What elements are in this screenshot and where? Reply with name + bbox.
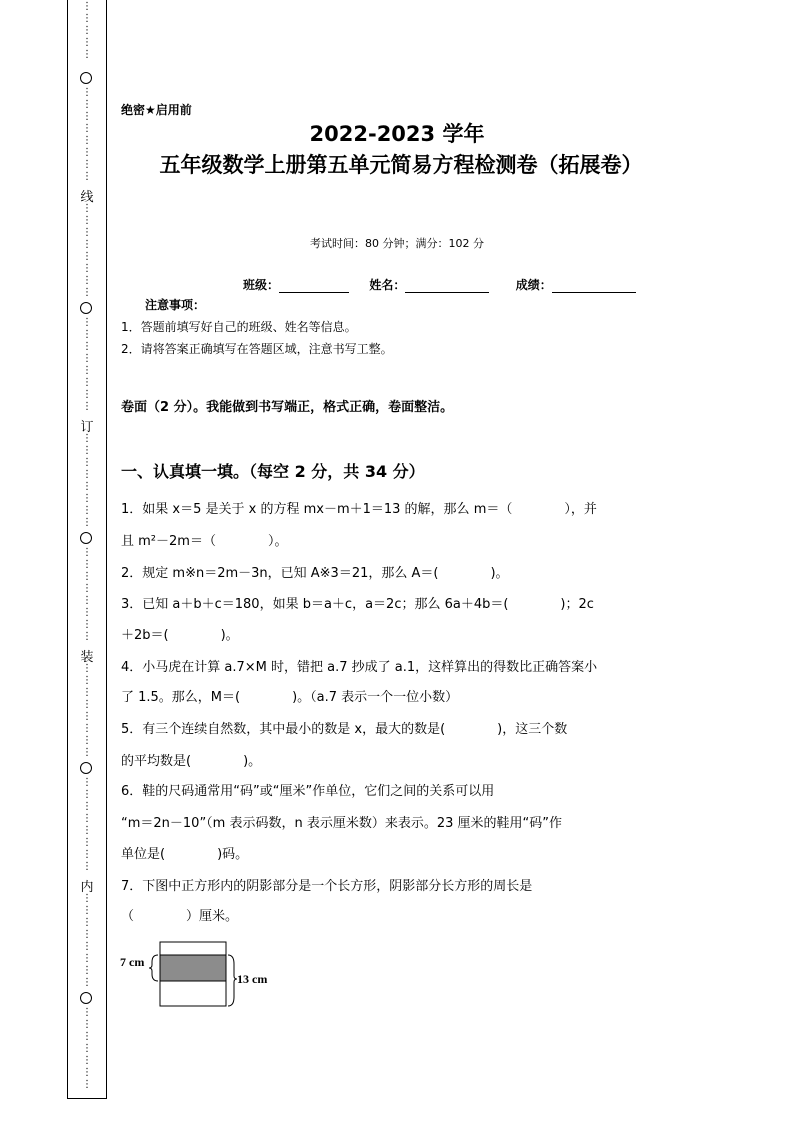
question-line: 的平均数是( )。 (121, 754, 262, 769)
question-line: “m＝2n－10”（m 表示码数，n 表示厘米数）来表示。23 厘米的鞋用“码”作 (121, 816, 562, 831)
shaded-rectangle (160, 955, 226, 981)
question-line: 6．鞋的尺码通常用“码”或“厘米”作单位，它们之间的关系可以用 (121, 784, 495, 799)
binding-circle (80, 762, 92, 774)
score-label: 成绩： (515, 278, 552, 292)
binding-dot: ⋮ (82, 481, 92, 492)
binding-dot: ⋮ (82, 49, 92, 60)
binding-dot: ⋮ (82, 433, 92, 444)
student-fields (243, 276, 636, 293)
binding-circle (80, 992, 92, 1004)
binding-dot: ⋮ (82, 941, 92, 952)
binding-dot: ⋮ (82, 111, 92, 122)
binding-dot: ⋮ (82, 711, 92, 722)
binding-dot: ⋮ (82, 37, 92, 48)
binding-dot: ⋮ (82, 571, 92, 582)
binding-dot: ⋮ (82, 13, 92, 24)
binding-margin (67, 0, 107, 1099)
binding-dot: ⋮ (82, 203, 92, 214)
question-line: 7．下图中正方形内的阴影部分是一个长方形，阴影部分长方形的周长是 (121, 879, 533, 894)
left-dimension-label: 7 cm (120, 955, 145, 969)
binding-dot: ⋮ (82, 825, 92, 836)
binding-circle (80, 302, 92, 314)
notes-heading: 注意事项： (145, 298, 206, 312)
right-brace (228, 955, 237, 1006)
binding-dot: ⋮ (82, 317, 92, 328)
binding-dot: ⋮ (82, 401, 92, 412)
left-brace (149, 955, 158, 981)
binding-dot: ⋮ (82, 341, 92, 352)
question-line: 1．如果 x＝5 是关于 x 的方程 mx－m＋1＝13 的解，那么 m＝（ ），并 (121, 502, 597, 517)
binding-dot: ⋮ (82, 559, 92, 570)
binding-dot: ⋮ (82, 953, 92, 964)
binding-dot: ⋮ (82, 377, 92, 388)
name-label: 姓名： (369, 278, 406, 292)
name-field[interactable] (405, 280, 489, 293)
binding-dot: ⋮ (82, 159, 92, 170)
binding-circle (80, 72, 92, 84)
binding-dot: ⋮ (82, 353, 92, 364)
binding-dot: ⋮ (82, 675, 92, 686)
question-line: （ ）厘米。 (121, 909, 239, 924)
binding-dot: ⋮ (82, 789, 92, 800)
binding-dots-column (68, 0, 106, 1098)
question-line: 且 m²－2m＝（ ）。 (121, 534, 288, 549)
binding-dot: ⋮ (82, 723, 92, 734)
question-line: ＋2b＝( )。 (121, 628, 239, 643)
binding-dot: ⋮ (82, 699, 92, 710)
binding-dot: ⋮ (82, 905, 92, 916)
binding-dot: ⋮ (82, 893, 92, 904)
question-line: 4．小马虎在计算 a.7×M 时，错把 a.7 抄成了 a.1，这样算出的得数比正确答案小 (121, 660, 598, 675)
binding-dot: ⋮ (82, 147, 92, 158)
binding-dot: ⋮ (82, 965, 92, 976)
binding-dot: ⋮ (82, 135, 92, 146)
binding-dot: ⋮ (82, 1079, 92, 1090)
note-item: 2．请将答案正确填写在答题区域，注意书写工整。 (121, 342, 393, 356)
binding-dot: ⋮ (82, 607, 92, 618)
binding-dot: ⋮ (82, 263, 92, 274)
binding-dot: ⋮ (82, 329, 92, 340)
binding-dot: ⋮ (82, 1055, 92, 1066)
binding-dot: ⋮ (82, 227, 92, 238)
binding-dot: ⋮ (82, 87, 92, 98)
binding-dot: ⋮ (82, 389, 92, 400)
right-dimension-label: 13 cm (237, 972, 268, 986)
binding-dot: ⋮ (82, 837, 92, 848)
note-item: 1．答题前填写好自己的班级、姓名等信息。 (121, 320, 357, 334)
confidential-mark: 绝密★启用前 (121, 103, 192, 117)
binding-dot: ⋮ (82, 123, 92, 134)
binding-dot: ⋮ (82, 251, 92, 262)
question-line: 了 1.5。那么，M＝( )。（a.7 表示一个一位小数） (121, 690, 459, 705)
binding-char: 订 (80, 420, 94, 435)
question-line: 5．有三个连续自然数，其中最小的数是 x，最大的数是( )，这三个数 (121, 722, 568, 737)
binding-dot: ⋮ (82, 547, 92, 558)
binding-dot: ⋮ (82, 25, 92, 36)
binding-dot: ⋮ (82, 735, 92, 746)
binding-char: 线 (80, 190, 94, 205)
binding-dot: ⋮ (82, 687, 92, 698)
binding-dot: ⋮ (82, 583, 92, 594)
binding-circle (80, 532, 92, 544)
binding-dot: ⋮ (82, 861, 92, 872)
binding-dot: ⋮ (82, 619, 92, 630)
binding-dot: ⋮ (82, 171, 92, 182)
binding-dot: ⋮ (82, 99, 92, 110)
binding-dot: ⋮ (82, 977, 92, 988)
binding-dot: ⋮ (82, 493, 92, 504)
score-field[interactable] (552, 280, 636, 293)
question-line: 单位是( )码。 (121, 847, 249, 862)
binding-dot: ⋮ (82, 777, 92, 788)
class-label: 班级： (243, 278, 280, 292)
binding-dot: ⋮ (82, 801, 92, 812)
binding-char: 装 (80, 650, 94, 665)
title-year: 2022-2023 学年 (309, 122, 485, 146)
neatness-note: 卷面（2 分）。我能做到书写端正，格式正确，卷面整洁。 (121, 400, 454, 415)
question-line: 3．已知 a＋b＋c＝180，如果 b＝a＋c，a＝2c；那么 6a＋4b＝( )；2c (121, 597, 594, 612)
binding-dot: ⋮ (82, 275, 92, 286)
square-rectangle-figure (118, 940, 288, 1012)
binding-dot: ⋮ (82, 631, 92, 642)
page-title: 五年级数学上册第五单元简易方程检测卷（拓展卷） (159, 153, 643, 177)
binding-dot: ⋮ (82, 517, 92, 528)
class-field[interactable] (279, 280, 349, 293)
binding-char: 内 (80, 880, 94, 895)
binding-dot: ⋮ (82, 849, 92, 860)
binding-dot: ⋮ (82, 457, 92, 468)
binding-dot: ⋮ (82, 917, 92, 928)
binding-dot: ⋮ (82, 747, 92, 758)
binding-dot: ⋮ (82, 813, 92, 824)
binding-dot: ⋮ (82, 1007, 92, 1018)
exam-info: 考试时间：80 分钟；满分：102 分 (310, 237, 484, 250)
binding-dot: ⋮ (82, 445, 92, 456)
binding-dot: ⋮ (82, 595, 92, 606)
binding-dot: ⋮ (82, 1031, 92, 1042)
binding-dot: ⋮ (82, 469, 92, 480)
binding-dot: ⋮ (82, 215, 92, 226)
section-heading: 一、认真填一填。（每空 2 分，共 34 分） (121, 462, 425, 481)
binding-dot: ⋮ (82, 1, 92, 12)
binding-dot: ⋮ (82, 505, 92, 516)
binding-dot: ⋮ (82, 1019, 92, 1030)
binding-dot: ⋮ (82, 287, 92, 298)
binding-dot: ⋮ (82, 1043, 92, 1054)
binding-dot: ⋮ (82, 663, 92, 674)
binding-dot: ⋮ (82, 1067, 92, 1078)
binding-dot: ⋮ (82, 239, 92, 250)
binding-dot: ⋮ (82, 365, 92, 376)
question-line: 2．规定 m※n＝2m－3n，已知 A※3＝21，那么 A＝( )。 (121, 566, 509, 581)
binding-dot: ⋮ (82, 929, 92, 940)
